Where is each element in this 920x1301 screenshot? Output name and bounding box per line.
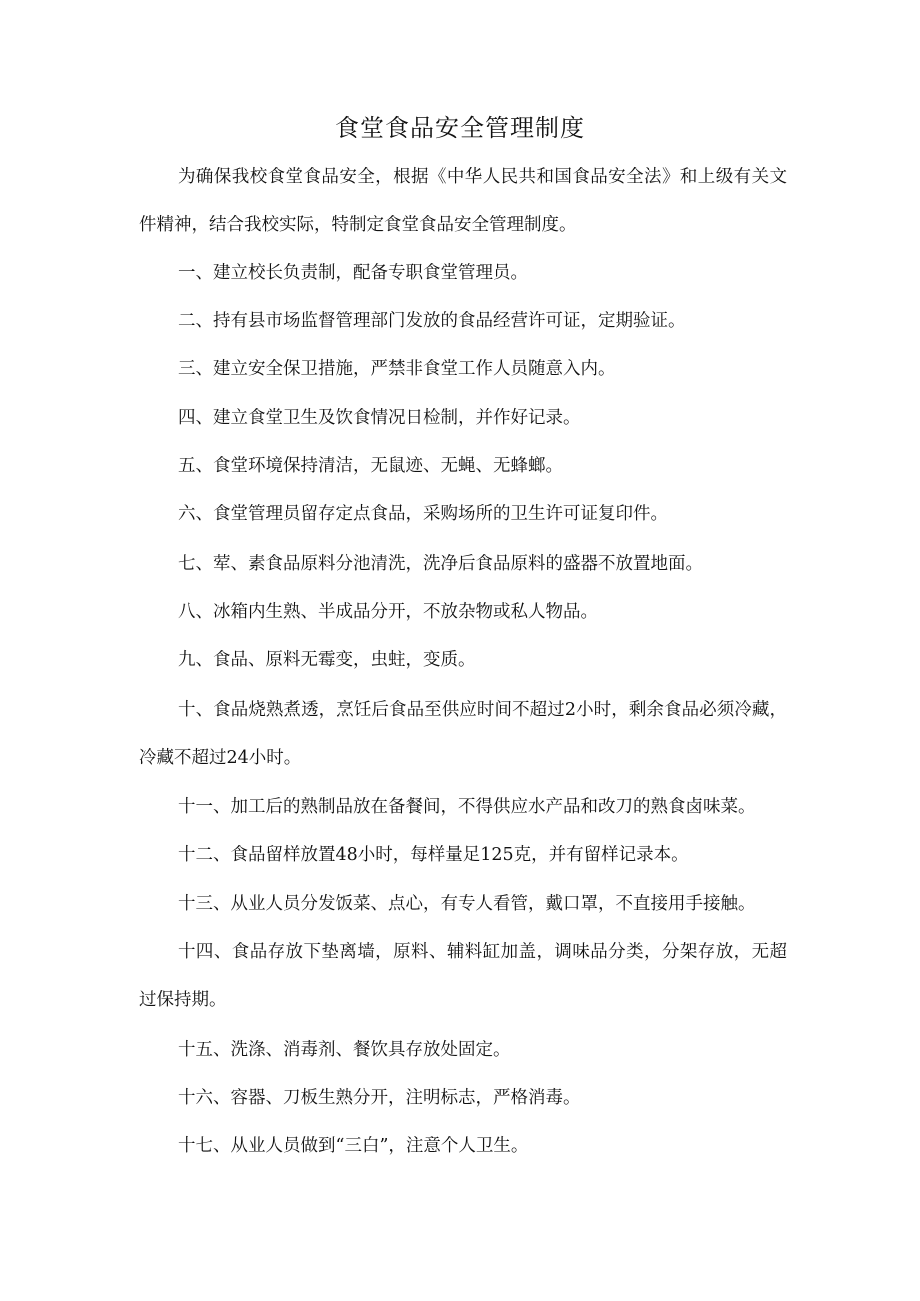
- rule-item-8: 八、冰箱内生熟、半成品分开，不放杂物或私人物品。: [178, 602, 598, 622]
- rule-item-12: 十二、食品留样放置48小时，每样量足125克，并有留样记录本。: [178, 845, 689, 865]
- rule-item-3: 三、建立安全保卫措施，严禁非食堂工作人员随意入内。: [178, 359, 616, 379]
- rule-item-7: 七、荤、素食品原料分池清洗，洗净后食品原料的盛器不放置地面。: [178, 554, 703, 574]
- rule-item-16: 十六、容器、刀板生熟分开，注明标志，严格消毒。: [178, 1088, 581, 1108]
- rule-item-15: 十五、洗涤、消毒剂、餐饮具存放处固定。: [178, 1040, 511, 1060]
- rule-item-17: 十七、从业人员做到“三白”，注意个人卫生。: [178, 1136, 529, 1156]
- document-title: 食堂食品安全管理制度: [335, 114, 585, 142]
- rule-item-6: 六、食堂管理员留存定点食品，采购场所的卫生许可证复印件。: [178, 504, 668, 524]
- rule-item-2: 二、持有县市场监督管理部门发放的食品经营许可证，定期验证。: [178, 311, 686, 331]
- rule-item-4: 四、建立食堂卫生及饮食情况日检制，并作好记录。: [178, 408, 581, 428]
- rule-item-1: 一、建立校长负责制，配备专职食堂管理员。: [178, 263, 528, 283]
- rule-item-11: 十一、加工后的熟制品放在备餐间，不得供应水产品和改刀的熟食卤味菜。: [178, 797, 756, 817]
- rule-item-9: 九、食品、原料无霉变，虫蛀，变质。: [178, 650, 476, 670]
- intro-paragraph: 为确保我校食堂食品安全，根据《中华人民共和国食品安全法》和上级有关文件精神，结合我校实际，特制定食堂食品安全管理制度。: [139, 167, 787, 235]
- rule-item-10: 十、食品烧熟煮透，烹饪后食品至供应时间不超过2小时，剩余食品必须冷藏，冷藏不超过24小时。: [139, 700, 787, 768]
- rule-item-13: 十三、从业人员分发饭菜、点心，有专人看管，戴口罩，不直接用手接触。: [178, 894, 756, 914]
- rule-item-5: 五、食堂环境保持清洁，无鼠迹、无蝇、无蜂螂。: [178, 456, 563, 476]
- rule-item-14: 十四、食品存放下垫离墙，原料、辅料缸加盖，调味品分类，分架存放，无超过保持期。: [139, 942, 787, 1010]
